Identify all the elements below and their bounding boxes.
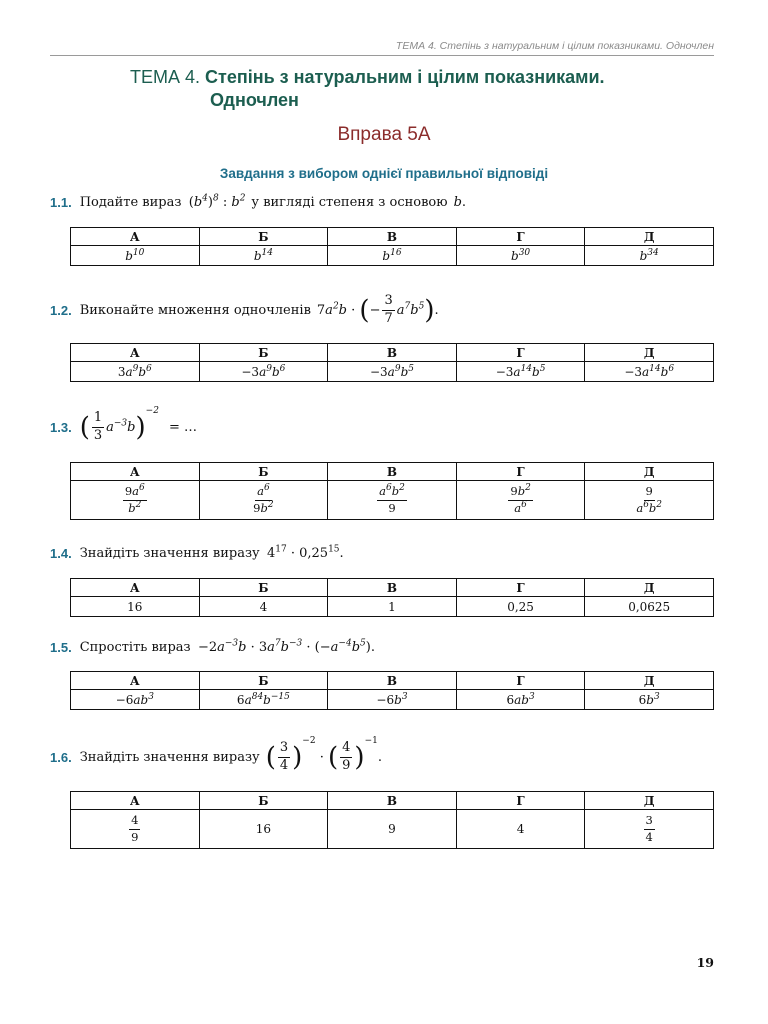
answer-cell[interactable]: $b^{16}$ <box>328 246 457 266</box>
column-header: Д <box>585 463 714 481</box>
column-header: Б <box>199 228 328 246</box>
answer-cell[interactable]: $b^{34}$ <box>585 246 714 266</box>
column-header: Г <box>456 228 585 246</box>
column-header: Г <box>456 463 585 481</box>
column-header: Б <box>199 463 328 481</box>
top-rule <box>50 55 714 56</box>
answer-cell[interactable]: 16 <box>71 597 200 617</box>
question-number: 1.1. <box>50 195 72 210</box>
answer-cell[interactable]: $b^{14}$ <box>199 246 328 266</box>
question-expression: $7a^2b$ · (− $\frac{3}{7}$ $a^7b^5$). <box>316 292 439 326</box>
question-base: b. <box>453 195 467 210</box>
question-number: 1.4. <box>50 546 72 561</box>
column-header: Д <box>585 228 714 246</box>
column-header: А <box>71 228 200 246</box>
column-header: А <box>71 344 200 362</box>
question-number: 1.2. <box>50 302 72 318</box>
answer-cell[interactable]: $-6ab^3$ <box>71 690 200 710</box>
answer-cell[interactable]: $b^{30}$ <box>456 246 585 266</box>
answer-cell[interactable]: 4 <box>199 597 328 617</box>
answer-cell[interactable]: $6a^{84}b^{-15}$ <box>199 690 328 710</box>
answer-cell[interactable]: $6ab^3$ <box>456 690 585 710</box>
column-header: А <box>71 672 200 690</box>
topic-title-line1: Степінь з натуральним і цілим показниками. <box>205 67 605 87</box>
question-1-4 <box>50 546 714 561</box>
question-number: 1.5. <box>50 640 72 655</box>
topic-title <box>130 66 690 112</box>
question-expression: ( $\frac{3}{4}$ )$^{-2}$ · ( $\frac{4}{9}$ )$^{-1}$. <box>265 735 382 773</box>
answer-cell[interactable]: 1 <box>328 597 457 617</box>
answer-cell[interactable]: $3a^9b^6$ <box>71 362 200 382</box>
answer-cell[interactable]: $\frac{a^6b^2}{9}$ <box>328 481 457 520</box>
answer-cell[interactable]: $-3a^{14}b^5$ <box>456 362 585 382</box>
column-header: Д <box>585 344 714 362</box>
column-header: В <box>328 228 457 246</box>
question-1-5 <box>50 640 714 655</box>
column-header: Д <box>585 579 714 597</box>
column-header: Г <box>456 579 585 597</box>
topic-title-line2: Одночлен <box>210 90 299 110</box>
question-expression: ( $\frac{1}{3}$ $a^{-3}b)^{-2}$ <box>79 405 159 443</box>
question-1-3 <box>50 404 714 450</box>
question-text: Знайдіть значення виразу <box>79 546 260 561</box>
page-number: 19 <box>696 955 714 970</box>
question-1-1 <box>50 195 714 210</box>
answer-cell[interactable]: 0,25 <box>456 597 585 617</box>
column-header: А <box>71 579 200 597</box>
question-expression: $(b^4)^8$ : $b^2$ <box>188 193 246 210</box>
answer-cell[interactable]: 4 <box>456 810 585 849</box>
answer-cell[interactable]: $\frac{9b^2}{a^6}$ <box>456 481 585 520</box>
column-header: А <box>71 463 200 481</box>
answer-table-1-6 <box>70 791 714 849</box>
answer-cell[interactable]: $-6b^3$ <box>328 690 457 710</box>
task-heading: Завдання з вибором однієї правильної відповіді <box>219 166 549 181</box>
column-header: Б <box>199 579 328 597</box>
exercise-title: Вправа 5А <box>337 124 431 145</box>
column-header: В <box>328 463 457 481</box>
column-header: Д <box>585 672 714 690</box>
answer-cell[interactable]: $\frac{9}{a^6b^2}$ <box>585 481 714 520</box>
question-number: 1.6. <box>50 749 72 765</box>
column-header: Б <box>199 792 328 810</box>
answer-table-1-1 <box>70 227 714 266</box>
answer-cell[interactable]: $\frac{a^6}{9b^2}$ <box>199 481 328 520</box>
question-number: 1.3. <box>50 419 72 435</box>
column-header: Г <box>456 672 585 690</box>
answer-cell[interactable]: $\frac{3}{4}$ <box>585 810 714 849</box>
answer-cell[interactable]: $-3a^{14}b^6$ <box>585 362 714 382</box>
question-text: Виконайте множення одночленів <box>79 302 311 318</box>
column-header: В <box>328 792 457 810</box>
column-header: Г <box>456 344 585 362</box>
column-header: Д <box>585 792 714 810</box>
answer-table-1-5 <box>70 671 714 710</box>
question-1-6 <box>50 735 714 779</box>
question-text: Знайдіть значення виразу <box>79 749 260 765</box>
running-head: ТЕМА 4. Степінь з натуральним і цілим показниками. Одночлен <box>395 40 714 52</box>
question-text: Подайте вираз <box>79 195 182 210</box>
question-1-2 <box>50 290 714 330</box>
question-expression: $-2a^{-3}b \cdot 3a^7b^{-3} \cdot (-a^{-4}b^5)$. <box>197 638 375 655</box>
answer-cell[interactable]: $-3a^9b^5$ <box>328 362 457 382</box>
question-text: Спростіть вираз <box>79 640 191 655</box>
column-header: А <box>71 792 200 810</box>
answer-cell[interactable]: $6b^3$ <box>585 690 714 710</box>
answer-cell[interactable]: $\frac{4}{9}$ <box>71 810 200 849</box>
answer-cell[interactable]: 0,0625 <box>585 597 714 617</box>
answer-cell[interactable]: $b^{10}$ <box>71 246 200 266</box>
answer-table-1-3 <box>70 462 714 520</box>
answer-table-1-4 <box>70 578 714 617</box>
column-header: Г <box>456 792 585 810</box>
question-expression: $4^{17} \cdot 0,25^{15}$. <box>265 544 344 561</box>
column-header: Б <box>199 672 328 690</box>
answer-table-1-2 <box>70 343 714 382</box>
column-header: В <box>328 579 457 597</box>
answer-cell[interactable]: 16 <box>199 810 328 849</box>
answer-cell[interactable]: $\frac{9a^6}{b^2}$ <box>71 481 200 520</box>
column-header: В <box>328 672 457 690</box>
column-header: В <box>328 344 457 362</box>
answer-cell[interactable]: $-3a^9b^6$ <box>199 362 328 382</box>
answer-cell[interactable]: 9 <box>328 810 457 849</box>
question-text-2: у вигляді степеня з основою <box>251 195 448 210</box>
topic-lead: ТЕМА 4. <box>130 67 206 87</box>
column-header: Б <box>199 344 328 362</box>
question-tail: = … <box>168 419 197 435</box>
